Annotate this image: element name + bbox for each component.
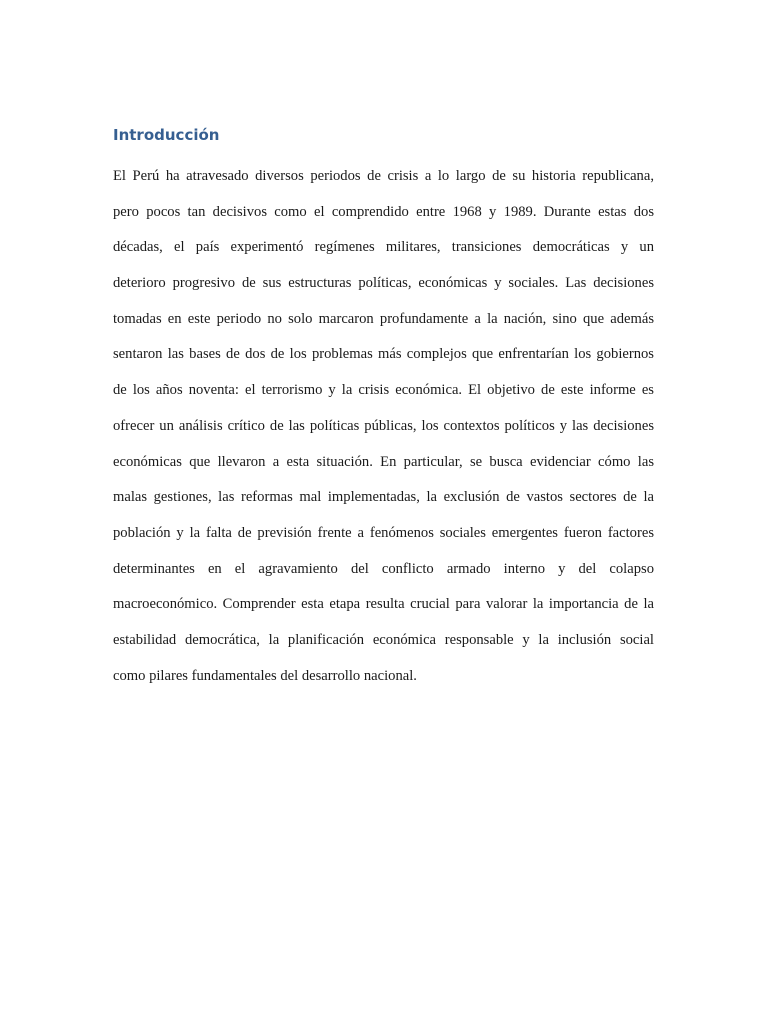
paragraph-line: El Perú ha atravesado diversos periodos de crisis a lo largo de su historia republicana, xyxy=(113,168,654,184)
paragraph-line: sentaron las bases de dos de los problemas más complejos que enfrentarían los gobiernos xyxy=(113,346,654,363)
introduction-paragraph xyxy=(113,159,654,694)
section-heading: Introducción xyxy=(113,126,220,144)
paragraph-line: de los años noventa: el terrorismo y la crisis económica. El objetivo de este informe es xyxy=(113,382,654,399)
paragraph-line: pero pocos tan decisivos como el comprendido entre 1968 y 1989. Durante estas dos xyxy=(113,203,654,220)
paragraph-line: deterioro progresivo de sus estructuras políticas, económicas y sociales. Las decisiones xyxy=(113,275,654,292)
paragraph-line: macroeconómico. Comprender esta etapa resulta crucial para valorar la importancia de la xyxy=(113,596,654,613)
paragraph-line: ofrecer un análisis crítico de las políticas públicas, los contextos políticos y las decisiones xyxy=(113,417,654,434)
paragraph-line: estabilidad democrática, la planificación económica responsable y la inclusión social xyxy=(113,631,654,648)
paragraph-line: como pilares fundamentales del desarrollo nacional. xyxy=(113,667,417,684)
paragraph-line: décadas, el país experimentó regímenes militares, transiciones democráticas y un xyxy=(113,239,654,256)
paragraph-line: económicas que llevaron a esta situación. En particular, se busca evidenciar cómo las xyxy=(113,453,654,470)
paragraph-line: tomadas en este periodo no solo marcaron profundamente a la nación, sino que además xyxy=(113,310,654,327)
paragraph-line: determinantes en el agravamiento del conflicto armado interno y del colapso xyxy=(113,560,654,577)
paragraph-line: malas gestiones, las reformas mal implementadas, la exclusión de vastos sectores de la xyxy=(113,489,654,506)
paragraph-line: población y la falta de previsión frente a fenómenos sociales emergentes fueron factores xyxy=(113,524,654,541)
